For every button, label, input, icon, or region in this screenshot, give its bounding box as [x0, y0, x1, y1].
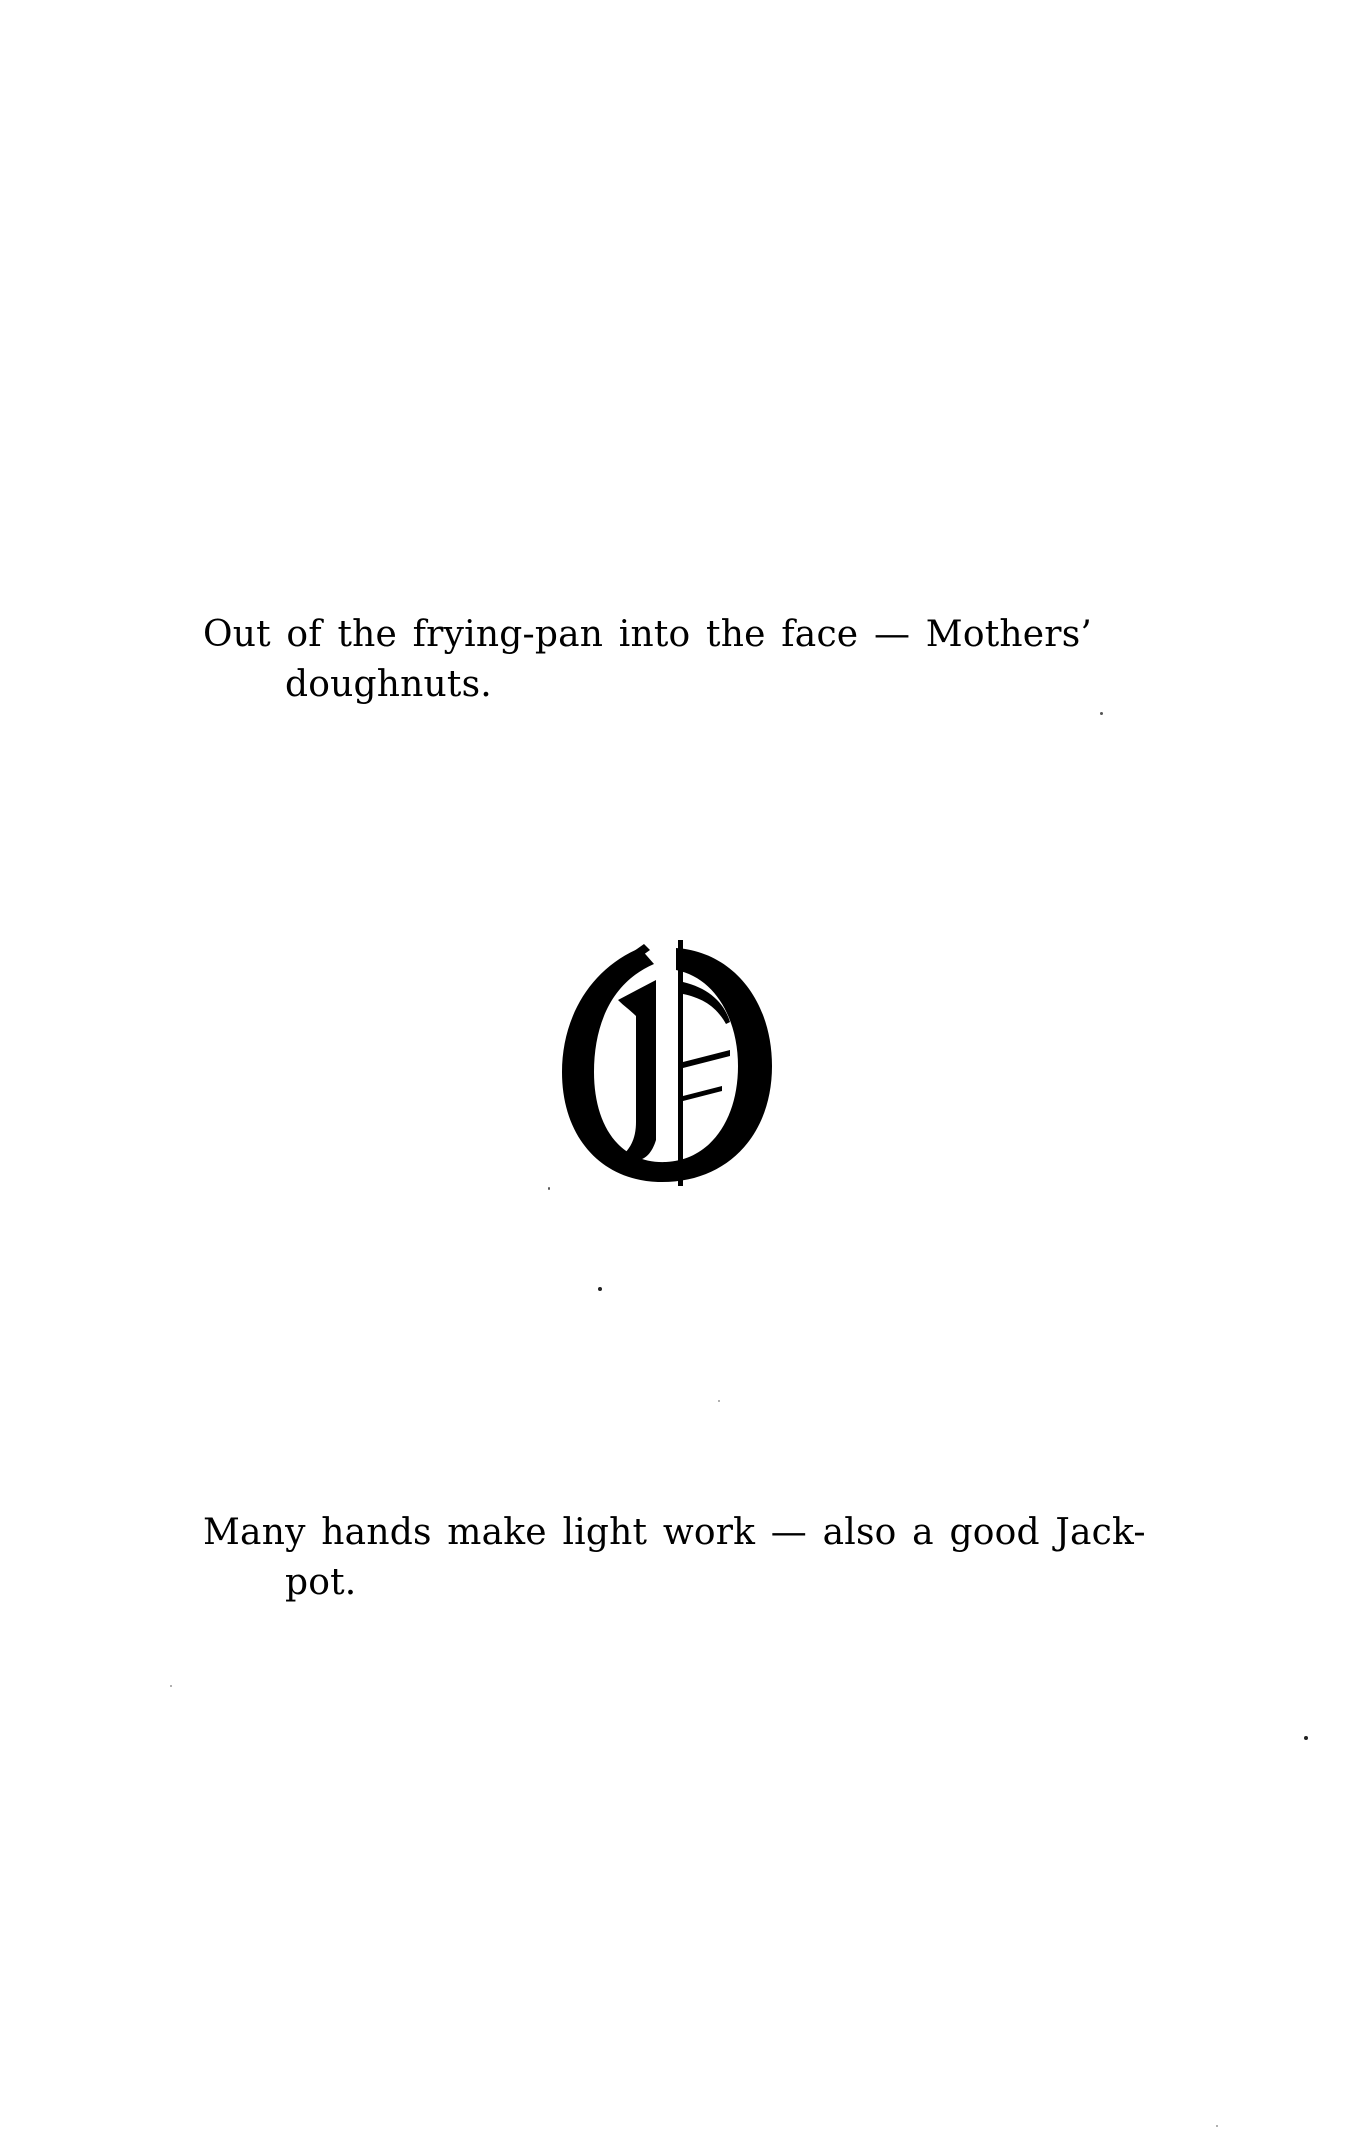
blackletter-o-icon — [558, 940, 780, 1190]
proverb-line-1: Many hands make light work — also a good Jack- — [203, 1512, 1146, 1553]
paper-speck — [1100, 712, 1103, 715]
paper-speck — [548, 1187, 550, 1190]
paper-speck — [1304, 1736, 1308, 1740]
paper-speck — [598, 1287, 602, 1291]
paper-speck — [1216, 2125, 1218, 2127]
proverb-many-hands — [203, 1508, 1163, 1608]
proverb-line-1: Out of the frying-pan into the face — Mothers’ — [203, 614, 1093, 655]
blackletter-o-ornament — [558, 940, 780, 1190]
paper-speck — [170, 1685, 172, 1687]
proverb-frying-pan — [203, 610, 1163, 710]
proverb-line-2: pot. — [285, 1562, 357, 1603]
proverb-line-2: doughnuts. — [285, 664, 492, 705]
paper-speck — [718, 1400, 720, 1402]
